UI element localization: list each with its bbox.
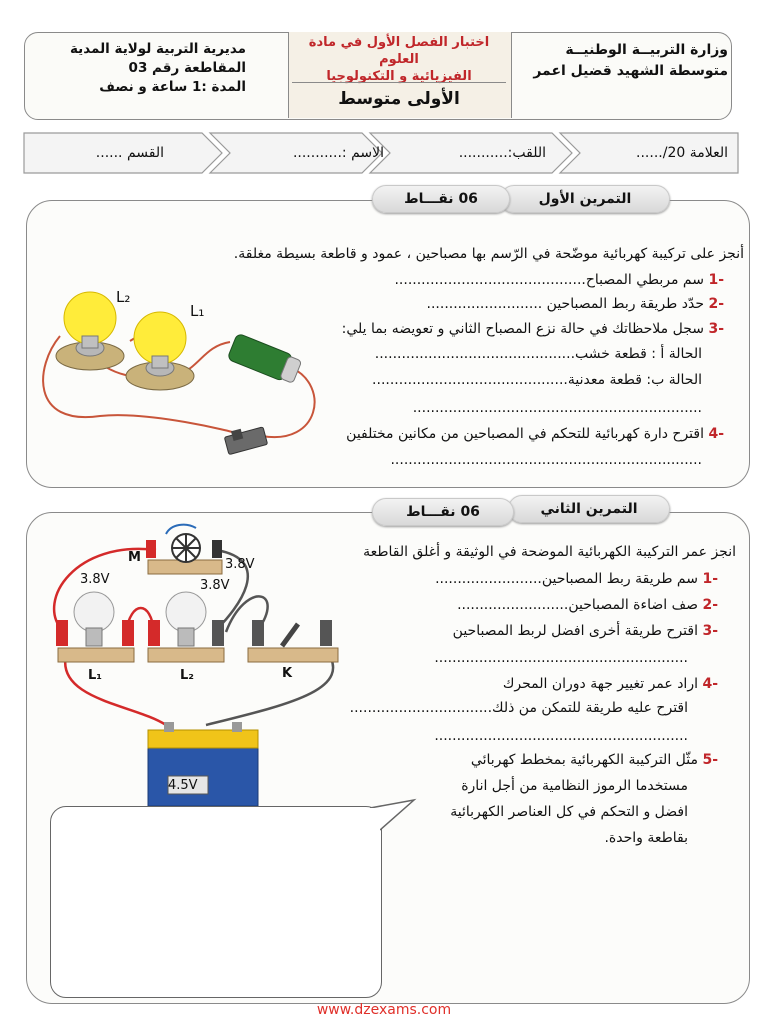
footer-url[interactable]: www.dzexams.com [316,1002,452,1018]
diagram-answer-box[interactable] [50,806,382,998]
section-field[interactable]: القسم ...... [95,145,164,161]
lamp-l2-label: L₂ [116,288,131,306]
e2-q4-line2: اقترح عليه طريقة للتمكن من ذلك................................ [349,700,688,716]
school-name: متوسطة الشهيد قضيل اعمر [533,63,728,79]
case-a-line: الحالة أ : قطعة خشب............................................. [374,346,702,362]
q4-number: -4 [708,426,724,442]
exercise2-q1 [435,571,718,587]
motor-voltage-label: 3.8V [225,557,255,572]
e2-q1-text: سم طريقة ربط المصباحين........................ [435,571,698,587]
e2-q5-line2: مستخدما الرموز النظامية من أجل انارة [461,778,688,794]
e2-q5-text: مثّل التركيبة الكهربائية بمخطط كهربائي [470,752,698,768]
circuit1-figure [30,276,330,466]
e2-q2-text: صف اضاءة المصباحين......................... [457,597,698,613]
e2-q4-answer-dots: ......................................................... [434,728,688,744]
exercise2-points: 06 نقـــاط [372,498,514,526]
callout-pointer [370,796,420,836]
q1-text: سم مربطي المصباح........................................... [394,272,704,288]
exercise1-q1 [394,272,724,288]
name-field[interactable]: الاسم :........... [292,145,384,161]
q1-number: -1 [708,272,724,288]
q2-text: حدّد طريقة ربط المصباحين .......................... [426,296,704,312]
exercise2-q3 [453,623,718,639]
lamp-l1-voltage-label: 3.8V [80,572,110,587]
exam-duration: المدة :1 ساعة و نصف [99,79,246,95]
e2-q2-number: -2 [702,597,718,613]
exam-level: الأولى متوسط [292,82,506,115]
exercise1-q4 [346,426,724,442]
e2-q5-number: -5 [702,752,718,768]
ministry-name: وزارة التربيــة الوطنيــة [565,42,728,58]
lamp-l2-label2: L₂ [180,668,194,683]
q2-number: -2 [708,296,724,312]
exercise2-q4 [503,676,718,692]
exercise2-q5 [471,752,718,768]
battery-label: 4.5V [168,778,198,793]
header-right-block [508,40,728,82]
exam-title-line2: الفيزيائية و التكنولوجيا [326,69,472,84]
exercise2-intro: انجز عمر التركيبة الكهربائية الموضحة في الوثيقة و أغلق القاطعة [363,544,736,560]
exercise2-q2 [457,597,718,613]
case-answer-dots: ................................................................. [412,400,702,416]
e2-q4-text: اراد عمر تغيير جهة دوران المحرك [502,676,698,692]
exercise2-title: التمرين الثاني [508,495,670,523]
exercise1-q2 [427,296,724,312]
q3-number: -3 [708,321,724,337]
switch-k-label: K [282,666,293,681]
lamp-l2-voltage-label: 3.8V [200,578,230,593]
directorate-name: مديرية التربية لولاية المدية [70,41,246,57]
e2-q5-line4: بقاطعة واحدة. [604,830,688,846]
e2-q3-text: اقترح طريقة أخرى افضل لربط المصباحين [452,623,698,639]
lamp-l1-label2: L₁ [88,668,102,683]
exercise1-points: 06 نقـــاط [372,185,510,213]
exercise1-title: التمرين الأول [500,185,670,213]
lamp-l1-label: L₁ [190,302,205,320]
e2-q3-answer-dots: ......................................................... [434,650,688,666]
surname-field[interactable]: اللقب:........... [458,145,546,161]
q4-answer-dots: ...................................................................... [390,452,702,468]
e2-q1-number: -1 [702,571,718,587]
q3-text: سجل ملاحظاتك في حالة نزع المصباح الثاني و تعويضه بما يلي: [341,321,704,337]
e2-q4-number: -4 [702,676,718,692]
e2-q3-number: -3 [702,623,718,639]
header-left-block [66,40,246,97]
circuit2-figure [36,520,356,810]
case-b-line: الحالة ب: قطعة معدنية............................................ [372,372,702,388]
mark-field[interactable]: العلامة 20/...... [636,145,728,161]
district-number: المقاطعة رقم 03 [128,60,246,76]
motor-label: M [128,550,141,565]
exercise1-intro: أنجز على تركيبة كهربائية موضّحة في الرّسم بها مصباحين ، عمود و قاطعة بسيطة مغلقة. [233,246,744,262]
e2-q5-line3: افضل و التحكم في كل العناصر الكهربائية [450,804,688,820]
q4-text: اقترح دارة كهربائية للتحكم في المصباحين من مكانين مختلفين [346,426,704,442]
exam-title [292,34,506,85]
exam-title-line1: اختبار الفصل الأول في مادة العلوم [308,35,490,67]
exercise1-q3 [342,321,724,337]
